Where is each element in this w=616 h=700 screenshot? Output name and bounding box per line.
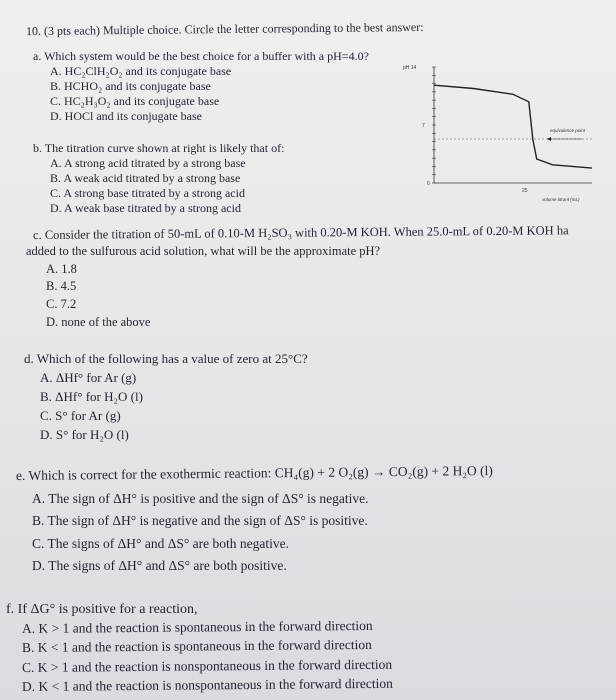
chart-x-axis-label: volume titrant (mL)	[542, 197, 580, 202]
question-a-option-d[interactable]: D. HOCl and its conjugate base	[50, 109, 202, 123]
question-b-prompt: b. The titration curve shown at right is likely that of:	[33, 141, 285, 155]
question-d-option-d[interactable]: D. S° for H₂O (l)	[40, 427, 129, 442]
chart-equivalence-label: equivalence point	[550, 128, 586, 133]
question-f-option-a[interactable]: A. K > 1 and the reaction is spontaneous in the forward direction	[21, 617, 373, 636]
question-a-option-c[interactable]: C. HC₂H₃O₂ and its conjugate base	[50, 94, 220, 108]
question-f-prompt: f. If ΔG° is positive for a reaction,	[6, 602, 198, 617]
chart-mid-label: 7	[422, 123, 425, 129]
question-c-prompt-line-2: added to the sulfurous acid solution, what will be the approximate pH?	[26, 244, 381, 258]
question-f-option-d[interactable]: D. K < 1 and the reaction is nonspontaneous in the forward direction	[21, 675, 393, 694]
chart-x-tick-label: 25	[522, 188, 528, 194]
question-e-option-b[interactable]: B. The sign of ΔH° is negative and the sign of ΔS° is positive.	[32, 513, 368, 528]
question-b-option-b[interactable]: B. A weak acid titrated by a strong base	[50, 171, 241, 185]
question-e-option-a[interactable]: A. The sign of ΔH° is positive and the sign of ΔS° is negative.	[32, 491, 369, 506]
question-a-prompt: a. Which system would be the best choice for a buffer with a pH=4.0?	[33, 49, 369, 63]
question-e-prompt: e. Which is correct for the exothermic reaction: CH₄(g) + 2 O₂(g) → CO₂(g) + 2 H₂O (l)	[15, 463, 493, 483]
question-b-option-a[interactable]: A. A strong acid titrated by a strong base	[50, 156, 246, 170]
question-b-option-d[interactable]: D. A weak base titrated by a strong acid	[50, 201, 241, 215]
question-e-option-d[interactable]: D. The signs of ΔH° and ΔS° are both positive.	[32, 558, 287, 573]
question-c-prompt-line-1: c. Consider the titration of 50-mL of 0.10-M H₂SO₃ with 0.20-M KOH. When 25.0-mL of 0.20-M KOH ha	[32, 223, 569, 242]
titration-curve-chart	[392, 55, 602, 205]
chart-titration-line	[434, 85, 592, 168]
question-e-option-c[interactable]: C. The signs of ΔH° and ΔS° are both negative.	[32, 536, 289, 551]
chart-y-label: pH 14	[403, 65, 417, 71]
question-10-header: 10. (3 pts each) Multiple choice. Circle the letter corresponding to the best answer:	[25, 19, 424, 39]
question-d-option-c[interactable]: C. S° for Ar (g)	[40, 408, 121, 423]
question-a-option-a[interactable]: A. HC₂ClH₂O₂ and its conjugate base	[50, 64, 232, 78]
question-d-prompt: d. Which of the following has a value of zero at 25°C?	[24, 351, 308, 366]
question-c-option-b[interactable]: B. 4.5	[46, 279, 77, 293]
chart-zero-label: 0	[427, 181, 430, 187]
chart-arrowhead-icon	[547, 137, 551, 141]
question-f-option-b[interactable]: B. K < 1 and the reaction is spontaneous in the forward direction	[21, 636, 372, 655]
question-d-option-b[interactable]: B. ΔHf° for H₂O (l)	[40, 389, 143, 404]
question-b-option-c[interactable]: C. A strong base titrated by a strong acid	[50, 186, 245, 200]
question-a-option-b[interactable]: B. HCHO₂ and its conjugate base	[50, 79, 211, 93]
question-f-option-c[interactable]: C. K > 1 and the reaction is nonspontaneous in the forward direction	[21, 656, 393, 675]
question-c-option-a[interactable]: A. 1.8	[46, 262, 77, 276]
question-c-option-d[interactable]: D. none of the above	[46, 315, 151, 329]
question-d-option-a[interactable]: A. ΔHf° for Ar (g)	[40, 370, 137, 385]
question-c-option-c[interactable]: C. 7.2	[46, 297, 77, 311]
